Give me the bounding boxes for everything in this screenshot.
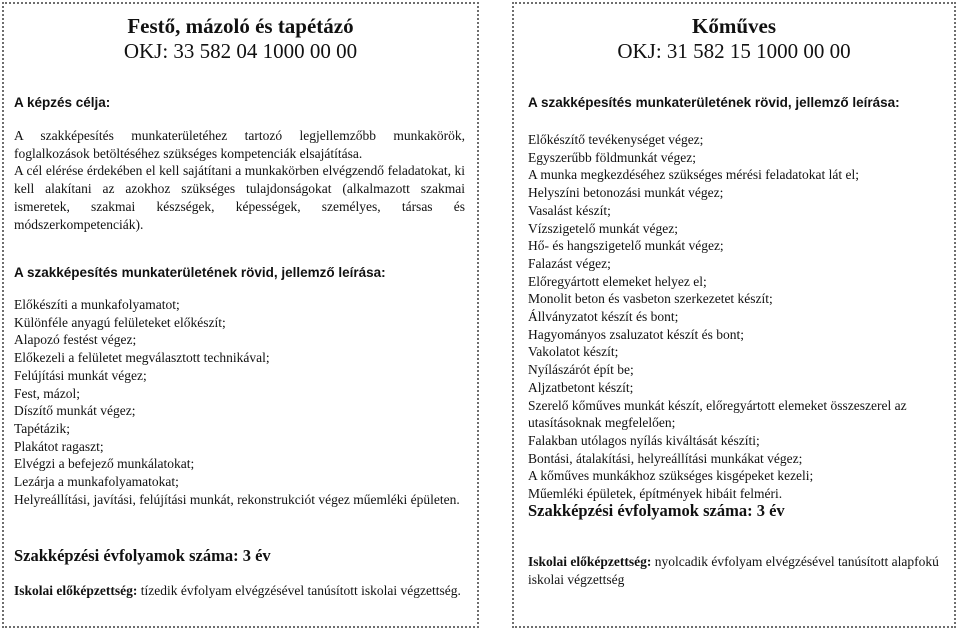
left-years: Szakképzési évfolyamok száma: 3 év [14,546,271,565]
right-education-text: nyolcadik évfolyam elvégzésével tanúsított alapfokú iskolai végzettség [528,554,939,587]
left-goal-paragraph-1: A szakképesítés munkaterületéhez tartozó legjellemzőbb munkakörök, foglalkozások betöltéséhez szükséges kompetenciák elsajátítása. [14,128,465,161]
left-task-item: Fest, mázol; [14,385,80,401]
left-task-item: Tapétázik; [14,420,71,436]
left-okj-code: OKJ: 33 582 04 1000 00 00 [123,39,358,63]
right-task-item: Előkészítő tevékenységet végez; [528,132,704,147]
right-task-item: Állványzatot készít és bont; [528,309,679,325]
right-task-item: Vakolatot készít; [528,344,619,360]
right-okj-code: OKJ: 31 582 15 1000 00 00 [617,39,851,63]
right-education-label: Iskolai előképzettség: [528,554,652,569]
left-course-title: Festő, mázoló és tapétázó [127,14,354,38]
right-task-item: Egyszerűbb földmunkát végez; [528,149,696,165]
left-area-heading: A szakképesítés munkaterületének rövid, jellemző leírása: [14,265,386,280]
left-task-item: Helyreállítási, javítási, felújítási munkát, rekonstrukciót végez műemléki épületen. [14,491,460,507]
right-task-item: Előregyártott elemeket helyez el; [528,273,707,289]
right-task-item: Bontási, átalakítási, helyreállítási munkákat végez; [528,450,803,466]
left-education [14,582,465,600]
left-education-text: tízedik évfolyam elvégzésével tanúsított iskolai végzettség. [137,583,461,598]
right-task-item: Falakban utólagos nyílás kiváltását készíti; [528,432,760,448]
right-education [528,553,944,588]
left-task-item: Felújítási munkát végez; [14,367,147,383]
left-goal-paragraph-2: A cél elérése érdekében el kell sajátítani a munkakörben elvégzendő feladatokat, ki kell alakítani az azokhoz szükséges tulajdonságokat (alkalmazott szakmai ismeretek, szakmai készségek, képességek, személyes, társas és módszerkompetenciák). [14,163,465,232]
left-task-list [14,296,465,508]
right-task-item: Falazást végez; [528,255,611,271]
right-task-item: Hagyományos zsaluzatot készít és bont; [528,326,744,342]
left-task-item: Alapozó festést végez; [14,332,137,348]
right-task-list [528,131,944,503]
right-course-title: Kőműves [692,14,776,38]
right-task-item: Szerelő kőműves munkát készít, előregyártott elemeket összeszerel az utasításoknak megfelelően; [528,397,907,431]
left-education-label: Iskolai előképzettség: [14,583,138,598]
right-task-item: Vízszigetelő munkát végez; [528,220,678,236]
right-area-heading: A szakképesítés munkaterületének rövid, jellemző leírása: [528,95,900,110]
right-task-item: Vasalást készít; [528,202,611,218]
left-task-item: Díszítő munkát végez; [14,403,136,419]
right-task-item: Aljzatbetont készít; [528,379,634,395]
right-task-item: Hő- és hangszigetelő munkát végez; [528,238,724,254]
right-task-item: Monolit beton és vasbeton szerkezetet készít; [528,291,773,307]
left-goal-text [14,127,465,233]
left-task-item: Elvégzi a befejező munkálatokat; [14,456,195,472]
right-task-item: Nyílászárót épít be; [528,362,634,378]
left-task-item: Plakátot ragaszt; [14,438,104,454]
right-task-item: Műemléki épületek, építmények hibáit felméri. [528,486,783,502]
right-task-item: A kőműves munkákhoz szükséges kisgépeket kezeli; [528,468,814,484]
right-task-item: Helyszíni betonozási munkát végez; [528,185,724,201]
left-goal-heading: A képzés célja: [14,95,111,110]
left-task-item: Előkészíti a munkafolyamatot; [14,297,180,312]
right-years: Szakképzési évfolyamok száma: 3 év [528,501,785,520]
left-task-item: Lezárja a munkafolyamatokat; [14,474,179,490]
left-task-item: Előkezeli a felületet megválasztott technikával; [14,350,270,366]
left-task-item: Különféle anyagú felületeket előkészít; [14,314,226,330]
right-task-item: A munka megkezdéséhez szükséges mérési feladatokat lát el; [528,167,859,183]
